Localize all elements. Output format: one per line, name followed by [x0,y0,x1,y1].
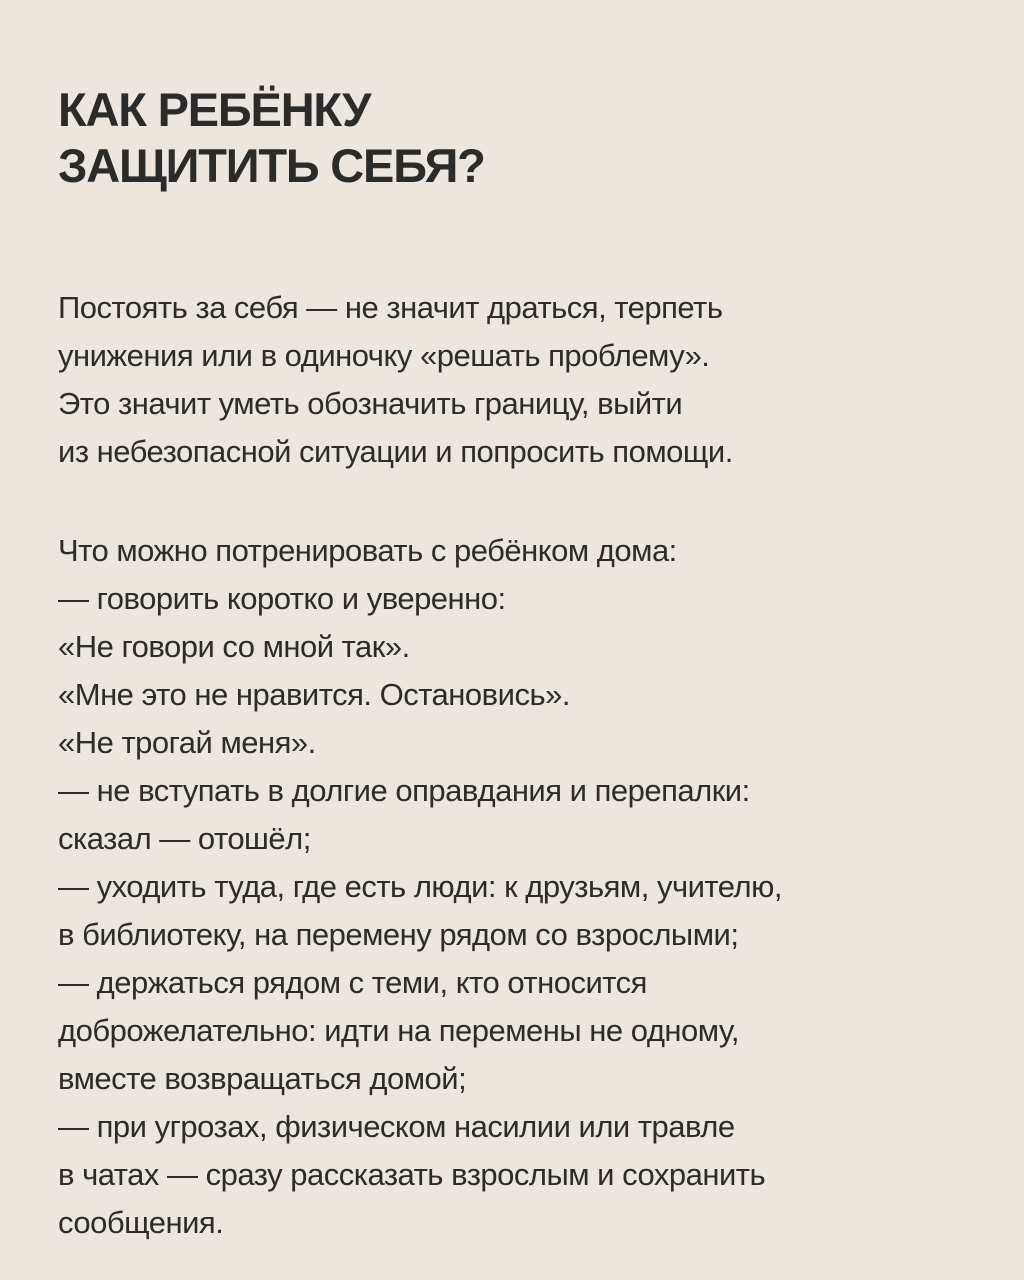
advice-quote: «Не говори со мной так». [58,629,410,664]
advice-line: — при угрозах, физическом насилии или травле [58,1109,735,1144]
page-title [58,82,964,194]
advice-line: доброжелательно: идти на перемены не одному, [58,1013,739,1048]
title-line-1: КАК РЕБЁНКУ [58,83,371,136]
advice-quote: «Мне это не нравится. Остановись». [58,677,570,712]
advice-line: вместе возвращаться домой; [58,1061,467,1096]
advice-list [58,527,964,1247]
advice-line: — говорить коротко и уверенно: [58,581,506,616]
advice-line: — держаться рядом с теми, кто относится [58,965,647,1000]
intro-paragraph [58,284,964,476]
advice-line: — уходить туда, где есть люди: к друзьям, учителю, [58,869,782,904]
advice-quote: «Не трогай меня». [58,725,316,760]
advice-line: в библиотеку, на перемену рядом со взрослыми; [58,917,739,952]
advice-line: сказал — отошёл; [58,821,311,856]
advice-line: сообщения. [58,1205,224,1240]
advice-heading: Что можно потренировать с ребёнком дома: [58,533,677,568]
title-line-2: ЗАЩИТИТЬ СЕБЯ? [58,139,485,192]
advice-line: — не вступать в долгие оправдания и перепалки: [58,773,750,808]
intro-line: Постоять за себя — не значит драться, терпеть [58,290,723,325]
advice-line: в чатах — сразу рассказать взрослым и сохранить [58,1157,766,1192]
intro-line: унижения или в одиночку «решать проблему». [58,338,710,373]
intro-line: из небезопасной ситуации и попросить помощи. [58,434,733,469]
intro-line: Это значит уметь обозначить границу, выйти [58,386,683,421]
